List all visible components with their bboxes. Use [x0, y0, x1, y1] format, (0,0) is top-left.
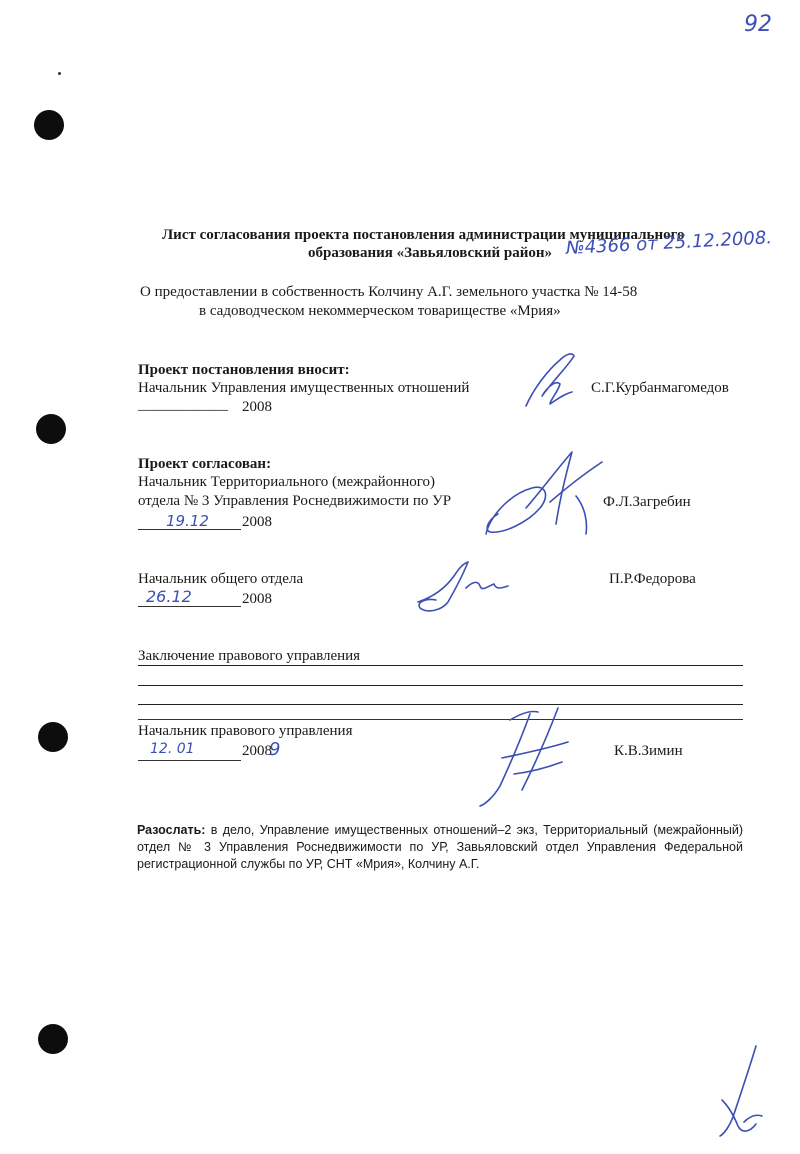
general-year: 2008 — [242, 591, 272, 607]
distribution-label: Разослать: — [137, 823, 206, 837]
punch-hole — [38, 722, 68, 752]
legal-year-correction: 9 — [269, 739, 281, 760]
agreed-position-line2: отдела № 3 Управления Роснедвижимости по УР — [138, 493, 452, 509]
conclusion-line — [138, 665, 743, 666]
general-position: Начальник общего отдела — [138, 571, 304, 587]
punch-hole — [34, 110, 64, 140]
speck — [58, 72, 61, 75]
agreed-year: 2008 — [242, 514, 272, 530]
subject-line2: в садоводческом некоммерческом товариществе «Мрия» — [199, 303, 561, 319]
introduced-name: С.Г.Курбанмагомедов — [591, 380, 729, 396]
signature-zagrebin — [480, 444, 610, 544]
conclusion-line — [138, 719, 743, 720]
subject-line1: О предоставлении в собственность Колчину А.Г. земельного участка № 14-58 — [140, 284, 638, 300]
signature-fedorova — [410, 558, 520, 618]
introduced-position: Начальник Управления имущественных отношений — [138, 380, 470, 396]
general-name: П.Р.Федорова — [609, 571, 696, 587]
introduced-year: 2008 — [242, 399, 272, 415]
signature-kurbanmagomedov — [520, 348, 590, 414]
distribution-block — [137, 822, 743, 873]
conclusion-line — [138, 704, 743, 705]
punch-hole — [38, 1024, 68, 1054]
legal-date-handwritten: 12. 01 — [150, 741, 195, 757]
conclusion-line — [138, 685, 743, 686]
document-title-line1: Лист согласования проекта постановления администрации муниципального — [162, 227, 685, 243]
agreed-position-line1: Начальник Территориального (межрайонного) — [138, 474, 435, 490]
handwritten-registration-number: №4366 от 25.12.2008. — [565, 227, 773, 259]
margin-initials — [704, 1040, 774, 1140]
document-title-line2: образования «Завьяловский район» — [308, 245, 553, 261]
agreed-name: Ф.Л.Загребин — [603, 494, 691, 510]
legal-date-line — [138, 760, 241, 761]
general-date-line — [138, 606, 241, 607]
page-number: 92 — [744, 12, 772, 37]
introduced-date-blank: ____________ — [138, 397, 228, 413]
distribution-text: в дело, Управление имущественных отношений–2 экз, Территориальный (межрайонный) отдел № 3 Управления Роснедвижимости по УР, Завьяловский отдел Управления Федеральной регистрационной службы по УР, СНТ «Мрия», Колчину А.Г. — [137, 823, 743, 871]
signature-zimin — [450, 700, 590, 810]
agreed-heading: Проект согласован: — [138, 456, 272, 472]
punch-hole — [36, 414, 66, 444]
agreed-date-handwritten: 19.12 — [166, 512, 209, 530]
legal-position: Начальник правового управления — [138, 723, 353, 739]
legal-year: 2008 — [242, 743, 272, 759]
introduced-heading: Проект постановления вносит: — [138, 362, 350, 378]
legal-name: К.В.Зимин — [614, 743, 683, 759]
general-date-handwritten: 26.12 — [146, 587, 192, 606]
legal-conclusion-label: Заключение правового управления — [138, 648, 361, 664]
